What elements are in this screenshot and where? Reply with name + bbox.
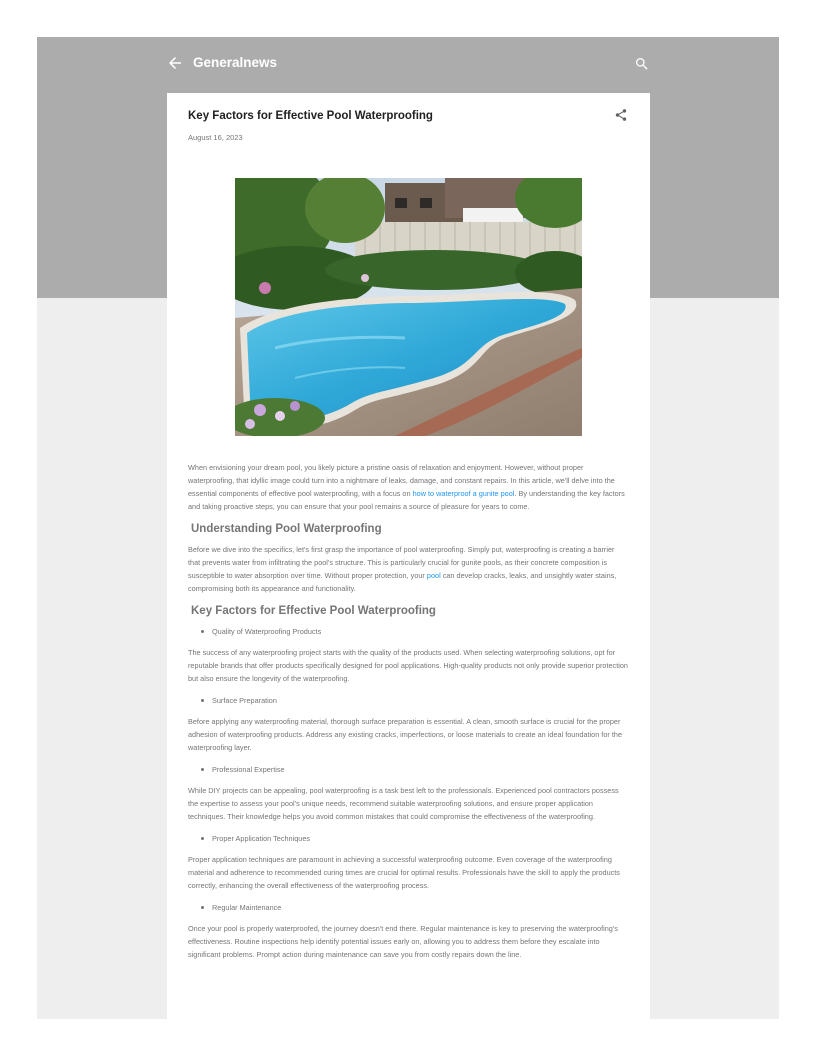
factor-paragraph: Before applying any waterproofing material, thorough surface preparation is essential. A clean, smooth surface is crucial for the proper adhesion of waterproofing products. Address any existing cracks, imperfections, or loose materials to create an ideal foundation for the waterproofing layer. [188,717,622,752]
section-heading-understanding: Understanding Pool Waterproofing [191,523,382,535]
list-item: Proper Application Techniques [188,832,628,845]
factor-list [188,901,628,914]
pool-photo [235,178,582,436]
search-icon[interactable] [634,56,650,72]
list-item: Quality of Waterproofing Products [188,625,628,638]
factor-paragraph: Once your pool is properly waterproofed, the journey doesn't end there. Regular maintenance is key to preserving the waterproofing's effectiveness. Routine inspections help identify potential issues early on, allowing you to address them before they escalate into significant problems. Prompt action during maintenance can save you from costly repairs down the line. [188,924,618,959]
share-icon[interactable] [614,108,628,122]
blog-title[interactable]: Generalnews [193,55,278,70]
arrow-left-icon[interactable] [166,54,184,72]
factor-paragraph: The success of any waterproofing project starts with the quality of the products used. When selecting waterproofing solutions, opt for reputable brands that offer products specifically designed for pool applications. High-quality products not only provide superior protection but also ensure the longevity of the waterproofing. [188,648,628,683]
pool-link[interactable]: pool [426,571,441,580]
post-body [188,461,628,961]
factor-list [188,832,628,845]
understanding-text: Before we dive into the specifics, let's first grasp the importance of pool waterproofing. Simply put, waterproofing is creating a barrier that prevents water from infiltrating the pool's structure. This is particularly crucial for gunite pools, as their concrete composition is susceptible to water absorption over time. Without proper protection, your [188,545,615,580]
list-item: Regular Maintenance [188,901,628,914]
factor-paragraph: While DIY projects can be appealing, pool waterproofing is a task best left to the professionals. Experienced pool contractors possess the expertise to assess your pool's unique needs, recommend suitable waterproofing solutions, and ensure proper application techniques. Their knowledge helps you avoid common mistakes that could compromise the effectiveness of the waterproofing. [188,786,619,821]
factor-paragraph: Proper application techniques are paramount in achieving a successful waterproofing outcome. Even coverage of the waterproofing material and adherence to recommended curing times are crucial for optimal results. Professionals have the skill to apply the products correctly, enhancing the overall effectiveness of the waterproofing process. [188,855,620,890]
gunite-pool-link[interactable]: how to waterproof a gunite pool [412,489,515,498]
post-title: Key Factors for Effective Pool Waterproofing [188,110,433,122]
understanding-paragraph [188,543,628,595]
post-card [167,93,650,1019]
list-item: Surface Preparation [188,694,628,707]
intro-text: When envisioning your dream pool, you likely picture a pristine oasis of relaxation and enjoyment. However, without proper waterproofing, that idyllic image could turn into a nightmare of leaks, damage, and constant repairs. In this article, we'll delve into the essential components of effective pool waterproofing, with a focus on [188,463,615,498]
section-heading-key-factors: Key Factors for Effective Pool Waterproofing [191,605,436,617]
factor-list [188,694,628,707]
factor-list [188,763,628,776]
list-item: Professional Expertise [188,763,628,776]
intro-paragraph [188,461,628,513]
factor-list [188,625,628,638]
understanding-text-end: can develop cracks, leaks, and unsightly water stains, compromising both its appearance and functionality. [188,571,617,593]
page-frame [37,37,779,1019]
intro-text-end: . By understanding the key factors and taking proactive steps, you can ensure that your pool remains a source of pleasure for years to come. [188,489,625,511]
post-date: August 16, 2023 [188,133,243,142]
